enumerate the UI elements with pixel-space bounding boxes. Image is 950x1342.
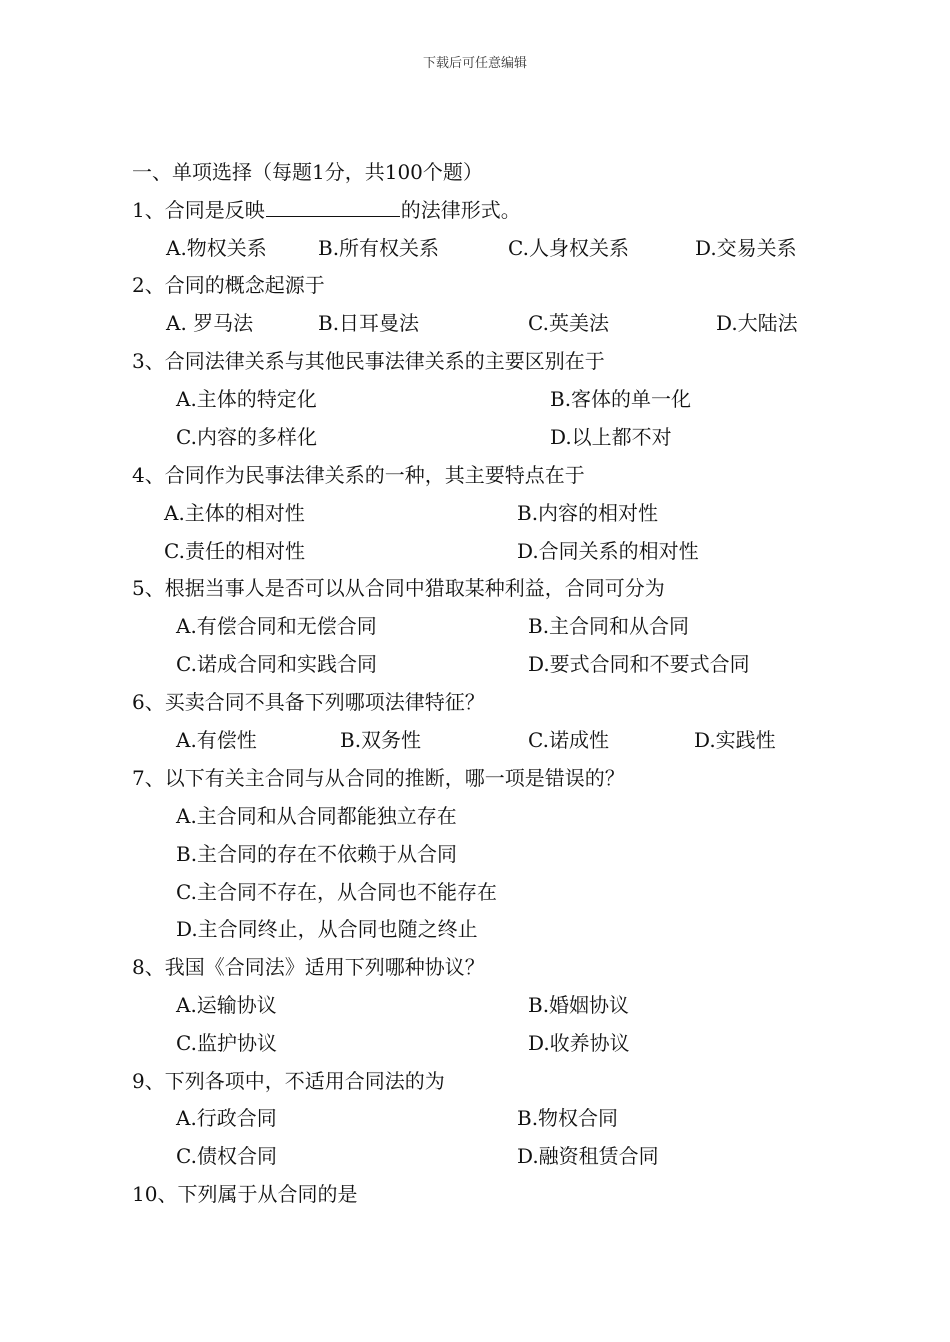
question-2-option-d: D.大陆法 xyxy=(716,311,798,335)
question-7-option-a: A.主合同和从合同都能独立存在 xyxy=(176,804,457,828)
question-9-option-c: C.债权合同 xyxy=(176,1144,277,1168)
question-5-option-d: D.要式合同和不要式合同 xyxy=(528,652,750,676)
page-header: 下载后可任意编辑 xyxy=(422,56,527,71)
question-7-stem: 7、以下有关主合同与从合同的推断，哪一项是错误的？ xyxy=(132,766,625,790)
question-8-option-a: A.运输协议 xyxy=(176,993,277,1017)
question-7-option-b: B.主合同的存在不依赖于从合同 xyxy=(176,842,458,866)
question-1-option-b: B.所有权关系 xyxy=(318,236,440,260)
question-2-option-c: C.英美法 xyxy=(528,311,609,335)
question-10-stem: 10、下列属于从合同的是 xyxy=(132,1182,358,1206)
question-8-stem: 8、我国《合同法》适用下列哪种协议？ xyxy=(132,955,485,979)
question-8-option-c: C.监护协议 xyxy=(176,1031,277,1055)
question-9-option-b: B.物权合同 xyxy=(517,1106,619,1130)
question-4-stem: 4、合同作为民事法律关系的一种，其主要特点在于 xyxy=(132,463,585,487)
question-5-option-a: A.有偿合同和无偿合同 xyxy=(176,614,377,638)
question-5-option-c: C.诺成合同和实践合同 xyxy=(176,652,377,676)
question-1-stem-before: 1、合同是反映 xyxy=(132,198,265,222)
question-3-option-a: A.主体的特定化 xyxy=(176,387,317,411)
question-6-option-b: B.双务性 xyxy=(340,728,422,752)
question-4-option-a: A.主体的相对性 xyxy=(164,501,305,525)
question-3-option-d: D.以上都不对 xyxy=(550,425,672,449)
question-4-option-c: C.责任的相对性 xyxy=(164,539,305,563)
question-6-stem: 6、买卖合同不具备下列哪项法律特征？ xyxy=(132,690,485,714)
question-6-option-c: C.诺成性 xyxy=(528,728,609,752)
question-8-option-b: B.婚姻协议 xyxy=(528,993,630,1017)
question-7-option-d: D.主合同终止，从合同也随之终止 xyxy=(176,917,478,941)
question-9-option-a: A.行政合同 xyxy=(176,1106,277,1130)
question-1-option-a: A.物权关系 xyxy=(166,236,267,260)
question-4-option-d: D.合同关系的相对性 xyxy=(517,539,699,563)
question-8-option-d: D.收养协议 xyxy=(528,1031,630,1055)
question-1-option-d: D.交易关系 xyxy=(695,236,797,260)
question-9-option-d: D.融资租赁合同 xyxy=(517,1144,659,1168)
answer-blank xyxy=(266,198,400,217)
question-9-stem: 9、下列各项中，不适用合同法的为 xyxy=(132,1069,445,1093)
question-3-stem: 3、合同法律关系与其他民事法律关系的主要区别在于 xyxy=(132,349,605,373)
question-6-option-d: D.实践性 xyxy=(694,728,776,752)
question-5-stem: 5、根据当事人是否可以从合同中猎取某种利益，合同可分为 xyxy=(132,576,665,600)
section-title: 一、单项选择（每题1分，共100个题） xyxy=(132,160,483,184)
question-4-option-b: B.内容的相对性 xyxy=(517,501,659,525)
question-2-stem: 2、合同的概念起源于 xyxy=(132,273,325,297)
question-2-option-b: B.日耳曼法 xyxy=(318,311,420,335)
question-5-option-b: B.主合同和从合同 xyxy=(528,614,690,638)
question-1-stem xyxy=(132,198,521,222)
question-2-option-a: A. 罗马法 xyxy=(166,311,254,335)
question-3-option-b: B.客体的单一化 xyxy=(550,387,692,411)
question-3-option-c: C.内容的多样化 xyxy=(176,425,317,449)
question-7-option-c: C.主合同不存在，从合同也不能存在 xyxy=(176,880,497,904)
question-1-option-c: C.人身权关系 xyxy=(508,236,629,260)
question-1-stem-after: 的法律形式。 xyxy=(400,198,521,222)
question-6-option-a: A.有偿性 xyxy=(176,728,257,752)
